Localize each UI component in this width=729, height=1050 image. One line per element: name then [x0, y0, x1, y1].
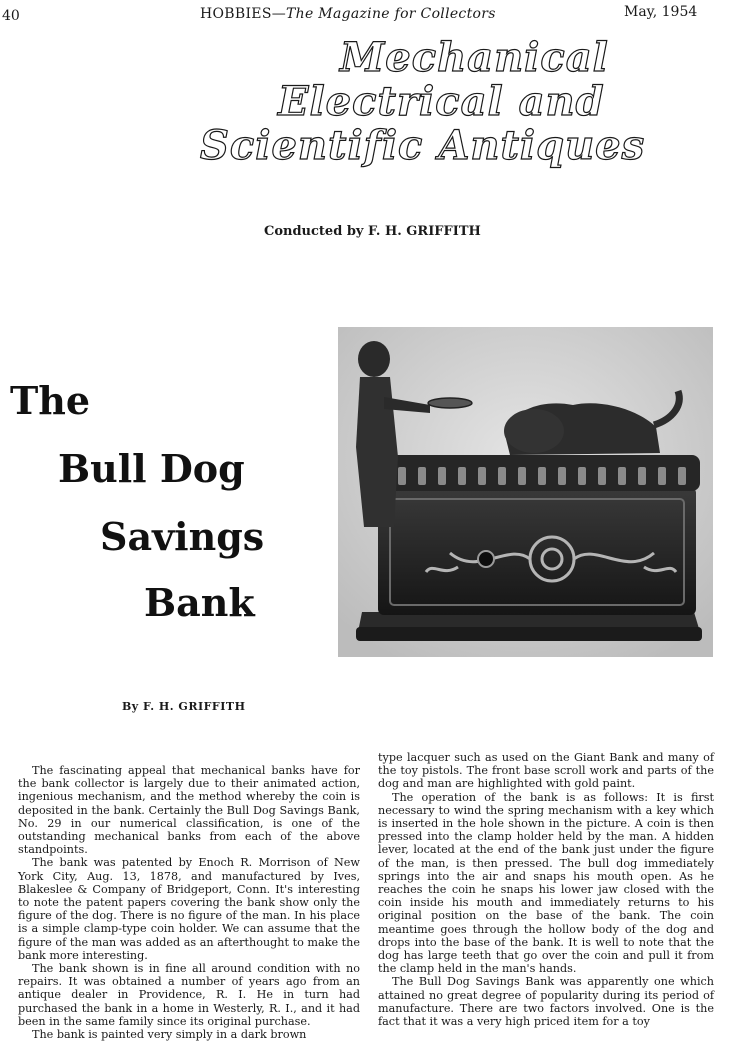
paragraph: type lacquer such as used on the Giant Bank and many of the toy pistols. The front base scroll work and parts of the dog and man are highlighted with gold paint. [378, 751, 714, 791]
paragraph: The bank is painted very simply in a dark brown [32, 1028, 307, 1042]
running-head-subtitle: The Magazine for Collectors [286, 6, 496, 22]
article-body-left-column [18, 764, 360, 1041]
department-title-line2: Electrical and [278, 78, 605, 125]
byline: By F. H. GRIFFITH [122, 700, 246, 713]
paragraph: The fascinating appeal that mechanical banks have for the bank collector is largely due to their animated action, ingenious mechanism, and the method whereby the coin is deposited in the bank. Certainly the Bull Dog Savings Bank, No. 29 in our numerical classification, is one of the outstanding mechanical banks from each of the above standpoints. [18, 764, 360, 857]
article-title-line4: Bank [144, 580, 255, 625]
paragraph: The operation of the bank is as follows: It is first necessary to wind the spring mechanism with a key which is inserted in the hole shown in the picture. A coin is then pressed into the clamp holder held by the man. A hidden lever, located at the end of the bank just under the figure of the man, is then pressed. The bull dog immediately springs into the air and snaps his mouth open. As he reaches the coin he snaps his lower jaw closed with the coin inside his mouth and immediately returns to his original position on the base of the bank. The coin meantime goes through the hollow body of the dog and drops into the base of the bank. It is well to note that the dog has large teeth that go over the coin and pull it from the clamp held in the man's hands. [378, 790, 714, 976]
paragraph: The bank shown is in fine all around condition with no repairs. It was obtained a number of years ago from an antique dealer in Providence, R. I. He in turn had purchased the bank in a home in Westerly, R. I., and it had been in the same family since its original purchase. [18, 962, 360, 1028]
running-head-magazine: HOBBIES— [200, 6, 287, 22]
bull-dog-bank-photo [338, 327, 713, 657]
page-number: 40 [2, 8, 20, 24]
department-title-line1: Mechanical [340, 34, 609, 81]
running-head [200, 6, 496, 22]
article-body-right-column [378, 751, 714, 1028]
article-title-line3: Savings [100, 514, 265, 559]
article-title-line1: The [10, 378, 91, 423]
department-title-line3: Scientific Antiques [200, 122, 646, 169]
conducted-by: Conducted by F. H. GRIFFITH [264, 224, 481, 239]
article-title-line2: Bull Dog [58, 446, 245, 491]
issue-date: May, 1954 [624, 4, 698, 20]
paragraph: The bank was patented by Enoch R. Morrison of New York City, Aug. 13, 1878, and manufactured by Ives, Blakeslee & Company of Bridgeport, Conn. It's interesting to note the patent papers covering the bank show only the figure of the dog. There is no figure of the man. In his place is a simple clamp-type coin holder. We can assume that the figure of the man was added as an afterthought to make the bank more interesting. [18, 856, 360, 962]
bull-dog-bank-illustration [338, 327, 713, 657]
paragraph: The Bull Dog Savings Bank was apparently one which attained no great degree of popularity during its period of manufacture. There are two factors involved. One is the fact that it was a very high priced item for a toy [378, 975, 714, 1029]
